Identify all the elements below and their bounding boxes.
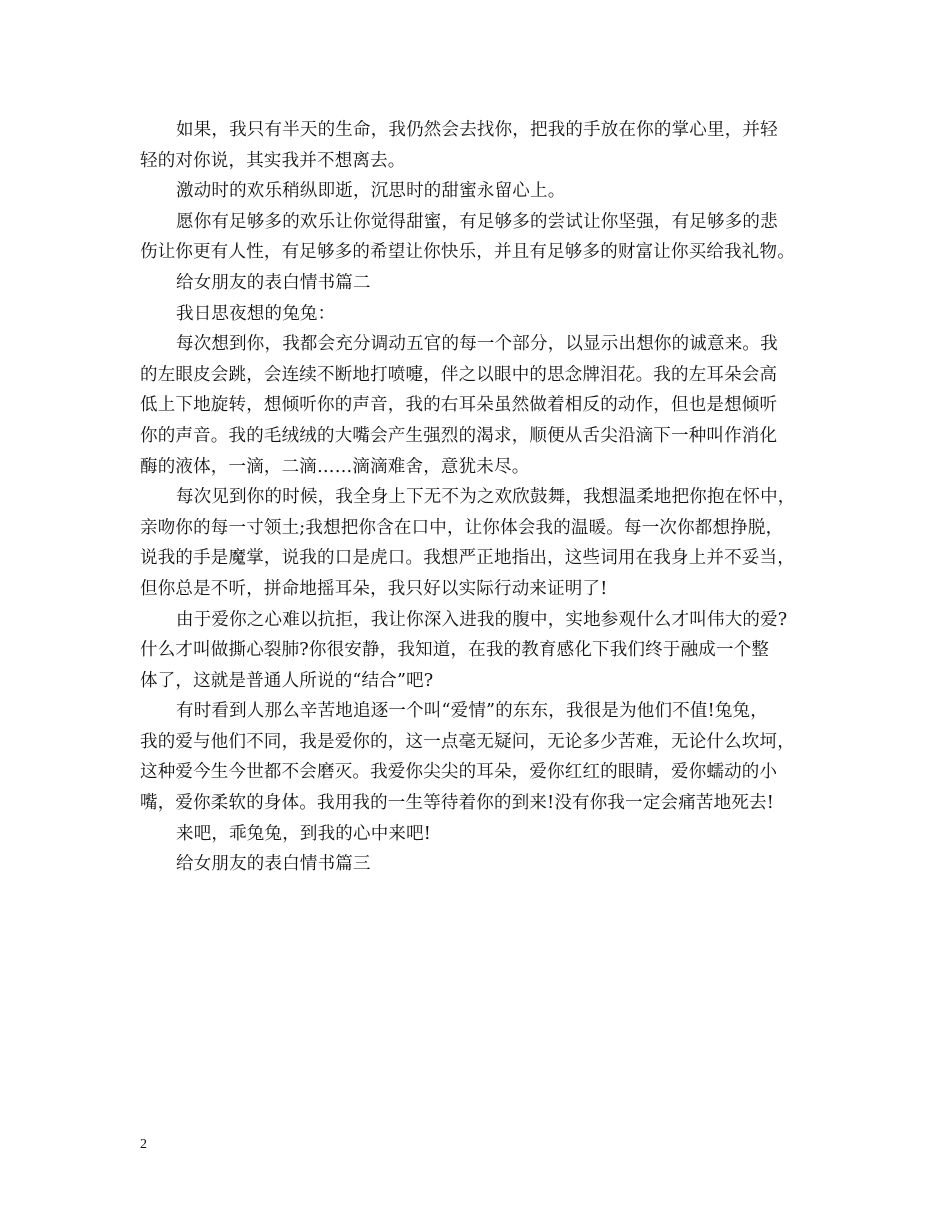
text-line: 什么才叫做撕心裂肺?你很安静，我知道，在我的教育感化下我们终于融成一个整 [140,640,770,661]
text-line: 的左眼皮会跳，会连续不断地打喷嚏，伴之以眼中的思念牌泪花。我的左耳朵会高 [140,364,778,385]
text-line: 轻的对你说，其实我并不想离去。 [140,150,406,171]
text-line: 给女朋友的表白情书篇三 [176,854,371,875]
text-line: 由于爱你之心难以抗拒，我让你深入进我的腹中，实地参观什么才叫伟大的爱? [176,609,788,630]
text-line: 每次想到你，我都会充分调动五官的每一个部分，以显示出想你的诚意来。我 [176,334,778,355]
text-line: 酶的液体，一滴，二滴……滴滴难舍，意犹未尽。 [140,456,530,477]
text-line: 但你总是不听，拼命地摇耳朵，我只好以实际行动来证明了! [140,578,608,599]
text-line: 低上下地旋转，想倾听你的声音，我的右耳朵虽然做着相反的动作，但也是想倾听 [140,395,778,416]
document-page [140,115,820,880]
text-line: 如果，我只有半天的生命，我仍然会去找你，把我的手放在你的掌心里，并轻 [176,120,778,140]
text-line: 说我的手是魔掌，说我的口是虎口。我想严正地指出，这些词用在我身上并不妥当， [140,548,795,569]
text-line: 亲吻你的每一寸领土;我想把你含在口中，让你体会我的温暖。每一次你都想挣脱， [140,517,784,538]
text-line: 嘴，爱你柔软的身体。我用我的一生等待着你的到来!没有你我一定会痛苦地死去! [140,793,774,814]
text-line: 这种爱今生今世都不会磨灭。我爱你尖尖的耳朵，爱你红红的眼睛，爱你蠕动的小 [140,762,778,783]
text-line: 体了，这就是普通人所说的“结合”吧? [140,670,434,691]
document-body [140,115,820,880]
text-line: 激动时的欢乐稍纵即逝，沉思时的甜蜜永留心上。 [176,181,566,202]
text-line: 来吧，乖兔兔，到我的心中来吧! [176,823,432,844]
text-line: 伤让你更有人性，有足够多的希望让你快乐，并且有足够多的财富让你买给我礼物。 [140,242,795,263]
text-line: 你的声音。我的毛绒绒的大嘴会产生强烈的渴求，顺便从舌尖沿滴下一种叫作消化 [140,425,778,446]
text-line: 每次见到你的时候，我全身上下无不为之欢欣鼓舞，我想温柔地把你抱在怀中， [176,487,796,508]
text-line: 我日思夜想的兔兔： [176,303,336,324]
page-number: 2 [140,1137,147,1152]
text-line: 愿你有足够多的欢乐让你觉得甜蜜，有足够多的尝试让你坚强，有足够多的悲 [176,211,778,232]
text-line: 给女朋友的表白情书篇二 [176,272,371,293]
text-line: 有时看到人那么辛苦地追逐一个叫“爱情”的东东，我很是为他们不值!兔兔， [176,701,768,722]
text-line: 我的爱与他们不同，我是爱你的，这一点毫无疑问，无论多少苦难，无论什么坎坷， [140,731,795,752]
